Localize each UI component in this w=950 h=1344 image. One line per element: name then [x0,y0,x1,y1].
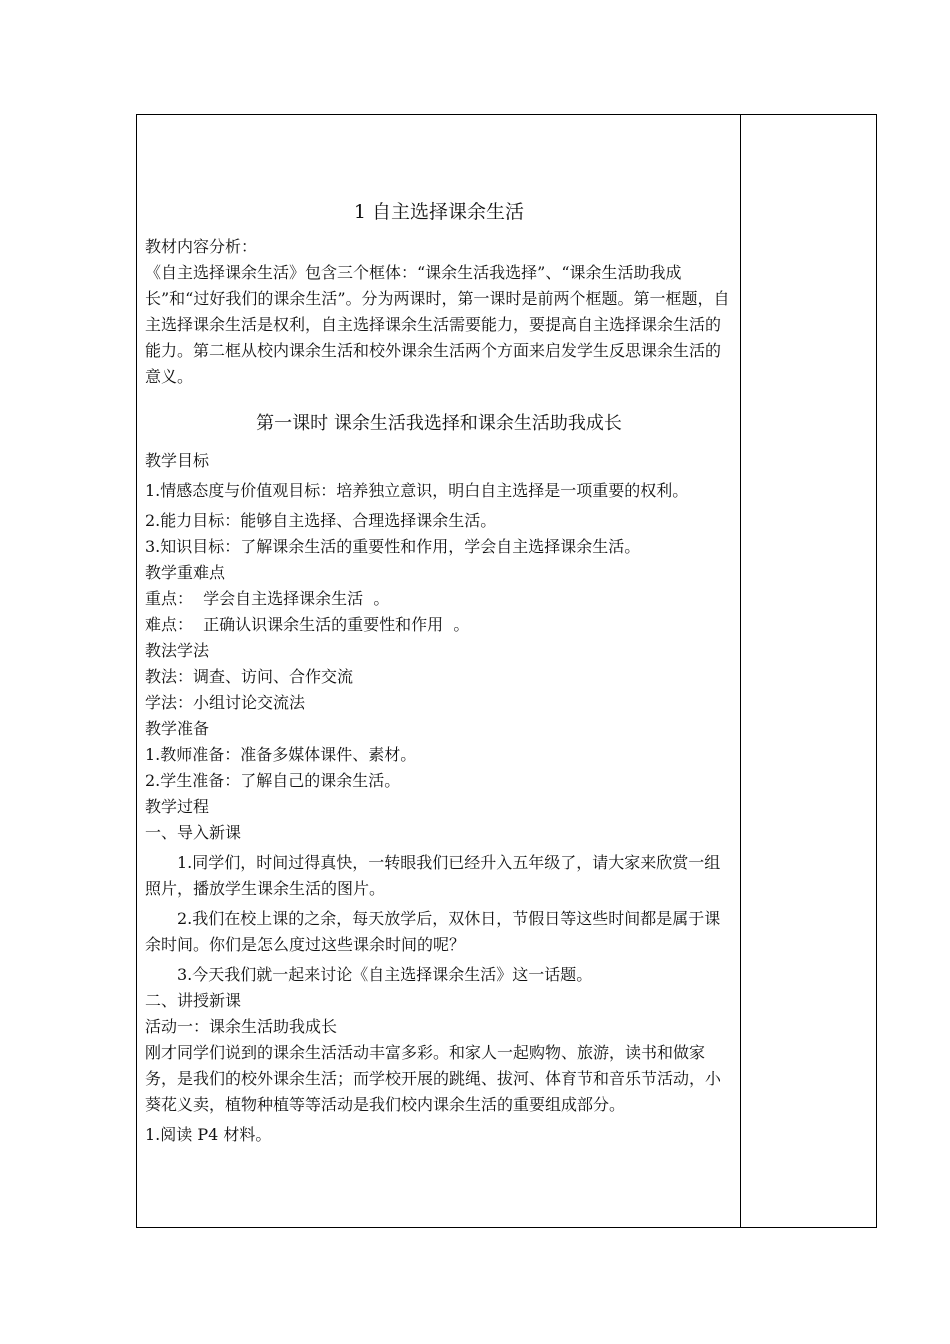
goal-1: 1.情感态度与价值观目标：培养独立意识，明白自主选择是一项重要的权利。 [145,481,689,500]
prep-heading: 教学准备 [145,719,210,738]
read-step: 1.阅读 P4 材料。 [145,1125,272,1144]
goal-2: 2.能力目标：能够自主选择、合理选择课余生活。 [145,511,497,530]
prep-2: 2.学生准备：了解自己的课余生活。 [145,771,401,790]
table-column-divider [740,114,741,1228]
intro-step-3: 3.今天我们就一起来讨论《自主选择课余生活》这一话题。 [177,965,593,984]
teach-method: 教法：调查、访问、合作交流 [145,667,354,686]
process-heading: 教学过程 [145,797,210,816]
section-1-heading: 一、导入新课 [145,823,242,842]
goals-heading: 教学目标 [145,451,210,470]
section-2-heading: 二、讲授新课 [145,991,242,1010]
key-point: 重点： 学会自主选择课余生活 。 [145,589,390,608]
analysis-text: 《自主选择课余生活》包含三个框体：“课余生活我选择”、“课余生活助我成长”和“过好我们的课余生活”。分为两课时，第一课时是前两个框题。第一框题，自主选择课余生活是权利，自主选择课余生活需要能力，要提高自主选择课余生活的能力。第二框从校内课余生活和校外课余生活两个方面来启发学生反思课余生活的意义。 [145,263,730,386]
lesson-title: 第一课时 课余生活我选择和课余生活助我成长 [256,413,622,434]
learn-method: 学法：小组讨论交流法 [145,693,306,712]
prep-1: 1.教师准备：准备多媒体课件、素材。 [145,745,417,764]
lesson-plan-content [145,198,733,1148]
activity-1-text: 刚才同学们说到的课余生活活动丰富多彩。和家人一起购物、旅游，读书和做家务，是我们的校外课余生活；而学校开展的跳绳、拔河、体育节和音乐节活动，小葵花义卖，植物种植等等活动是我们校内课余生活的重要组成部分。 [145,1043,722,1114]
intro-step-2: 2.我们在校上课的之余，每天放学后，双休日，节假日等这些时间都是属于课余时间。你们是怎么度过这些课余时间的呢？ [145,909,721,954]
methods-heading: 教法学法 [145,641,210,660]
goal-3: 3.知识目标：了解课余生活的重要性和作用，学会自主选择课余生活。 [145,537,641,556]
analysis-heading: 教材内容分析： [145,237,258,256]
activity-1-heading: 活动一：课余生活助我成长 [145,1017,338,1036]
document-title: 1 自主选择课余生活 [353,201,525,223]
key-heading: 教学重难点 [145,563,226,582]
intro-step-1: 1.同学们，时间过得真快，一转眼我们已经升入五年级了，请大家来欣赏一组照片，播放学生课余生活的图片。 [145,853,721,898]
difficult-point: 难点： 正确认识课余生活的重要性和作用 。 [145,615,470,634]
